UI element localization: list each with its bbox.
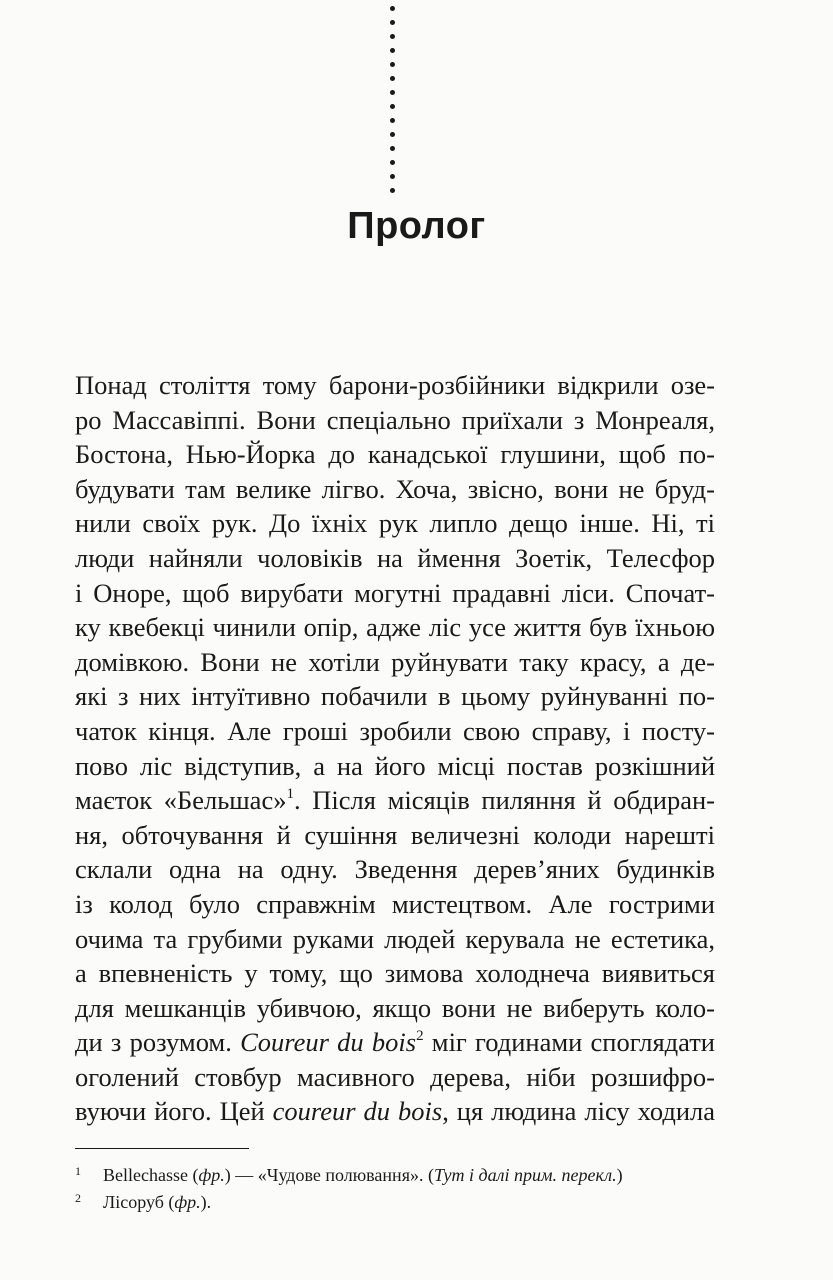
footnote-text: Лісоруб (фр.).	[103, 1192, 212, 1212]
text-line: маєток «Бельшас»$^1$. Після місяців пиляння й обдиран-	[75, 785, 715, 816]
body-paragraph	[75, 368, 715, 1129]
text-line: оголений стовбур масивного дерева, ніби розшифро-	[75, 1061, 715, 1092]
footnote-separator	[75, 1148, 249, 1149]
footnote-number: 2	[75, 1191, 81, 1205]
text-line: Понад століття тому барони-розбійники відкрили озе-	[75, 370, 715, 400]
text-line: люди найняли чоловіків на ймення Зоетік, Телесфор	[75, 542, 715, 573]
footnotes	[75, 1162, 715, 1216]
footnote-2	[75, 1189, 715, 1216]
footnote-number: 1	[75, 1164, 81, 1178]
text-line: будувати там велике лігво. Хоча, звісно, вони не бруд-	[75, 473, 715, 504]
text-line: пово ліс відступив, а на його місці постав розкішний	[75, 750, 715, 781]
footnote-1	[75, 1162, 715, 1189]
dotted-divider	[390, 6, 396, 196]
chapter-title: Пролог	[347, 205, 486, 247]
text-line: вуючи його. Цей coureur du bois, ця людина лісу ходила	[75, 1096, 715, 1127]
text-line: очима та грубими руками людей керувала не естетика,	[75, 923, 715, 954]
text-line: домівкою. Вони не хотіли руйнувати таку красу, а де-	[75, 646, 715, 677]
text-line: ди з розумом. Coureur du bois$^2$ міг годинами споглядати	[75, 1027, 715, 1058]
text-line: Бостона, Нью-Йорка до канадської глушини, щоб по-	[75, 439, 715, 470]
text-line: склали одна на одну. Зведення дерев’яних будинків	[75, 854, 715, 885]
text-line: ку квебекці чинили опір, адже ліс усе життя був їхньою	[75, 612, 715, 643]
footnote-text: Bellechasse (фр.) — «Чудове полювання». (Тут і далі прим. перекл.)	[103, 1165, 623, 1185]
footnote-ref-2: 2	[416, 1028, 424, 1045]
text-line: ро Массавіппі. Вони спеціально приїхали з Монреаля,	[75, 404, 715, 435]
text-line: для мешканців убивчою, якщо вони не виберуть коло-	[75, 992, 715, 1023]
text-line: а впевненість у тому, що зимова холоднеча виявиться	[75, 958, 715, 989]
text-line: із колод було справжнім мистецтвом. Але гострими	[75, 888, 715, 919]
text-line: які з них інтуїтивно побачили в цьому руйнуванні по-	[75, 681, 715, 712]
footnote-ref-1: 1	[286, 786, 294, 803]
text-line: чаток кінця. Але гроші зробили свою справу, і посту-	[75, 715, 715, 746]
text-line: нили своїх рук. До їхніх рук липло дещо інше. Ні, ті	[75, 508, 715, 539]
text-line: ня, обточування й сушіння величезні колоди нарешті	[75, 819, 715, 850]
text-line: і Оноре, щоб вирубати могутні прадавні ліси. Спочат-	[75, 577, 715, 608]
